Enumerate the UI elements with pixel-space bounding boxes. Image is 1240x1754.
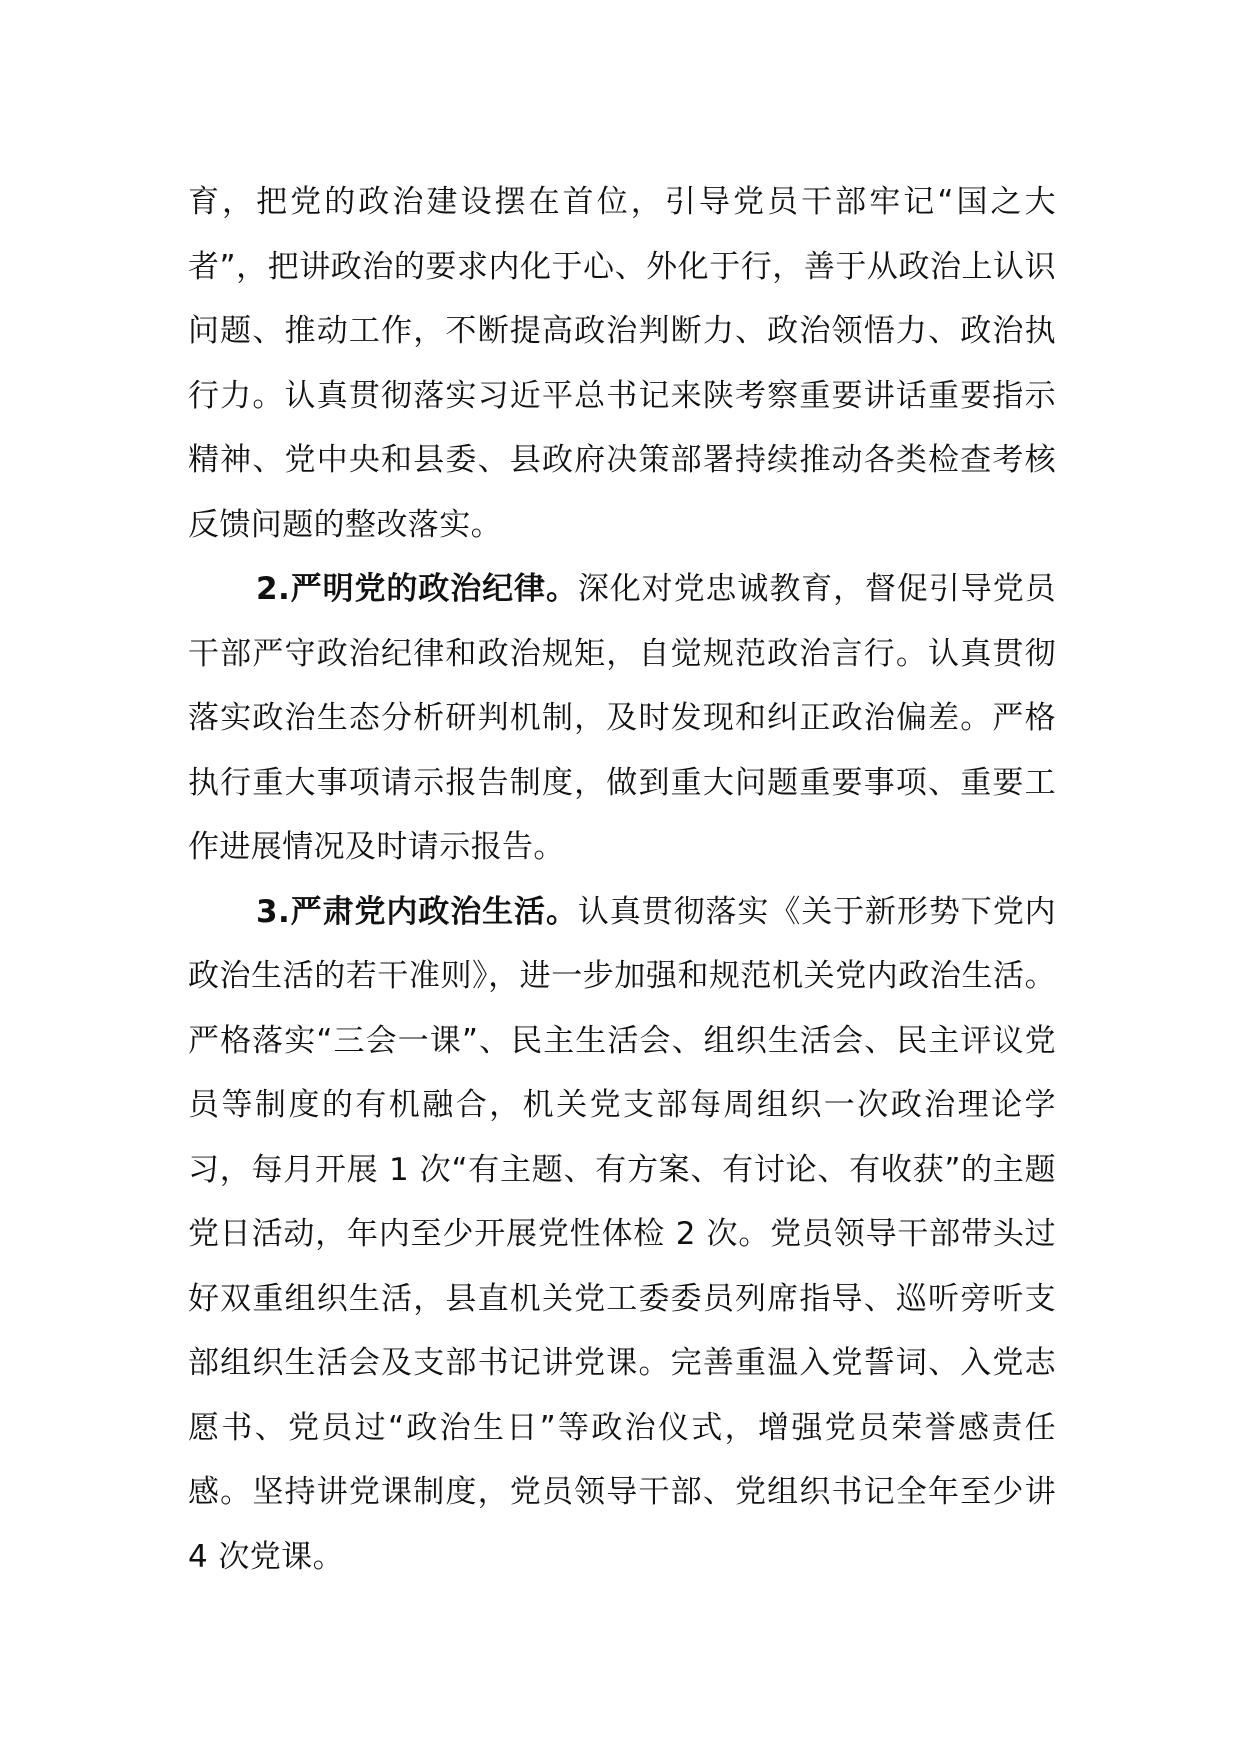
paragraph-text: 认真贯彻落实《关于新形势下党内政治生活的若干准则》，进一步加强和规范机关党内政治生活。严格落实“三会一课”、民主生活会、组织生活会、民主评议党员等制度的有机融合，机关党支部每周组织一次政治理论学习，每月开展 1 次“有主题、有方案、有讨论、有收获”的主题党日活动，年内至少开展党性体检 2 次。党员领导干部带头过好双重组织生活，县直机关党工委委员列席指导、巡听旁听支部组织生活会及支部书记讲党课。完善重温入党誓词、入党志愿书、党员过“政治生日”等政治仪式，增强党员荣誉感责任感。坚持讲党课制度，党员领导干部、党组织书记全年至少讲 4 次党课。 bbox=[188, 893, 1057, 1575]
paragraph-text: 育，把党的政治建设摆在首位，引导党员干部牢记“国之大者”，把讲政治的要求内化于心、外化于行，善于从政治上认识问题、推动工作，不断提高政治判断力、政治领悟力、政治执行力。认真贯彻落实习近平总书记来陕考察重要讲话重要指示精神、党中央和县委、县政府决策部署持续推动各类检查考核反馈问题的整改落实。 bbox=[188, 184, 1056, 543]
section-heading: 3.严肃党内政治生活。 bbox=[256, 893, 578, 930]
section-heading: 2.严明党的政治纪律。 bbox=[256, 571, 578, 607]
paragraph-continuation bbox=[188, 170, 1056, 557]
document-body bbox=[188, 170, 1056, 1589]
paragraph-political-life bbox=[188, 880, 1056, 1590]
paragraph-political-discipline bbox=[188, 557, 1056, 880]
paragraph-text: 深化对党忠诚教育，督促引导党员干部严守政治纪律和政治规矩，自觉规范政治言行。认真贯彻落实政治生态分析研判机制，及时发现和纠正政治偏差。严格执行重大事项请示报告制度，做到重大问题重要事项、重要工作进展情况及时请示报告。 bbox=[188, 571, 1057, 865]
